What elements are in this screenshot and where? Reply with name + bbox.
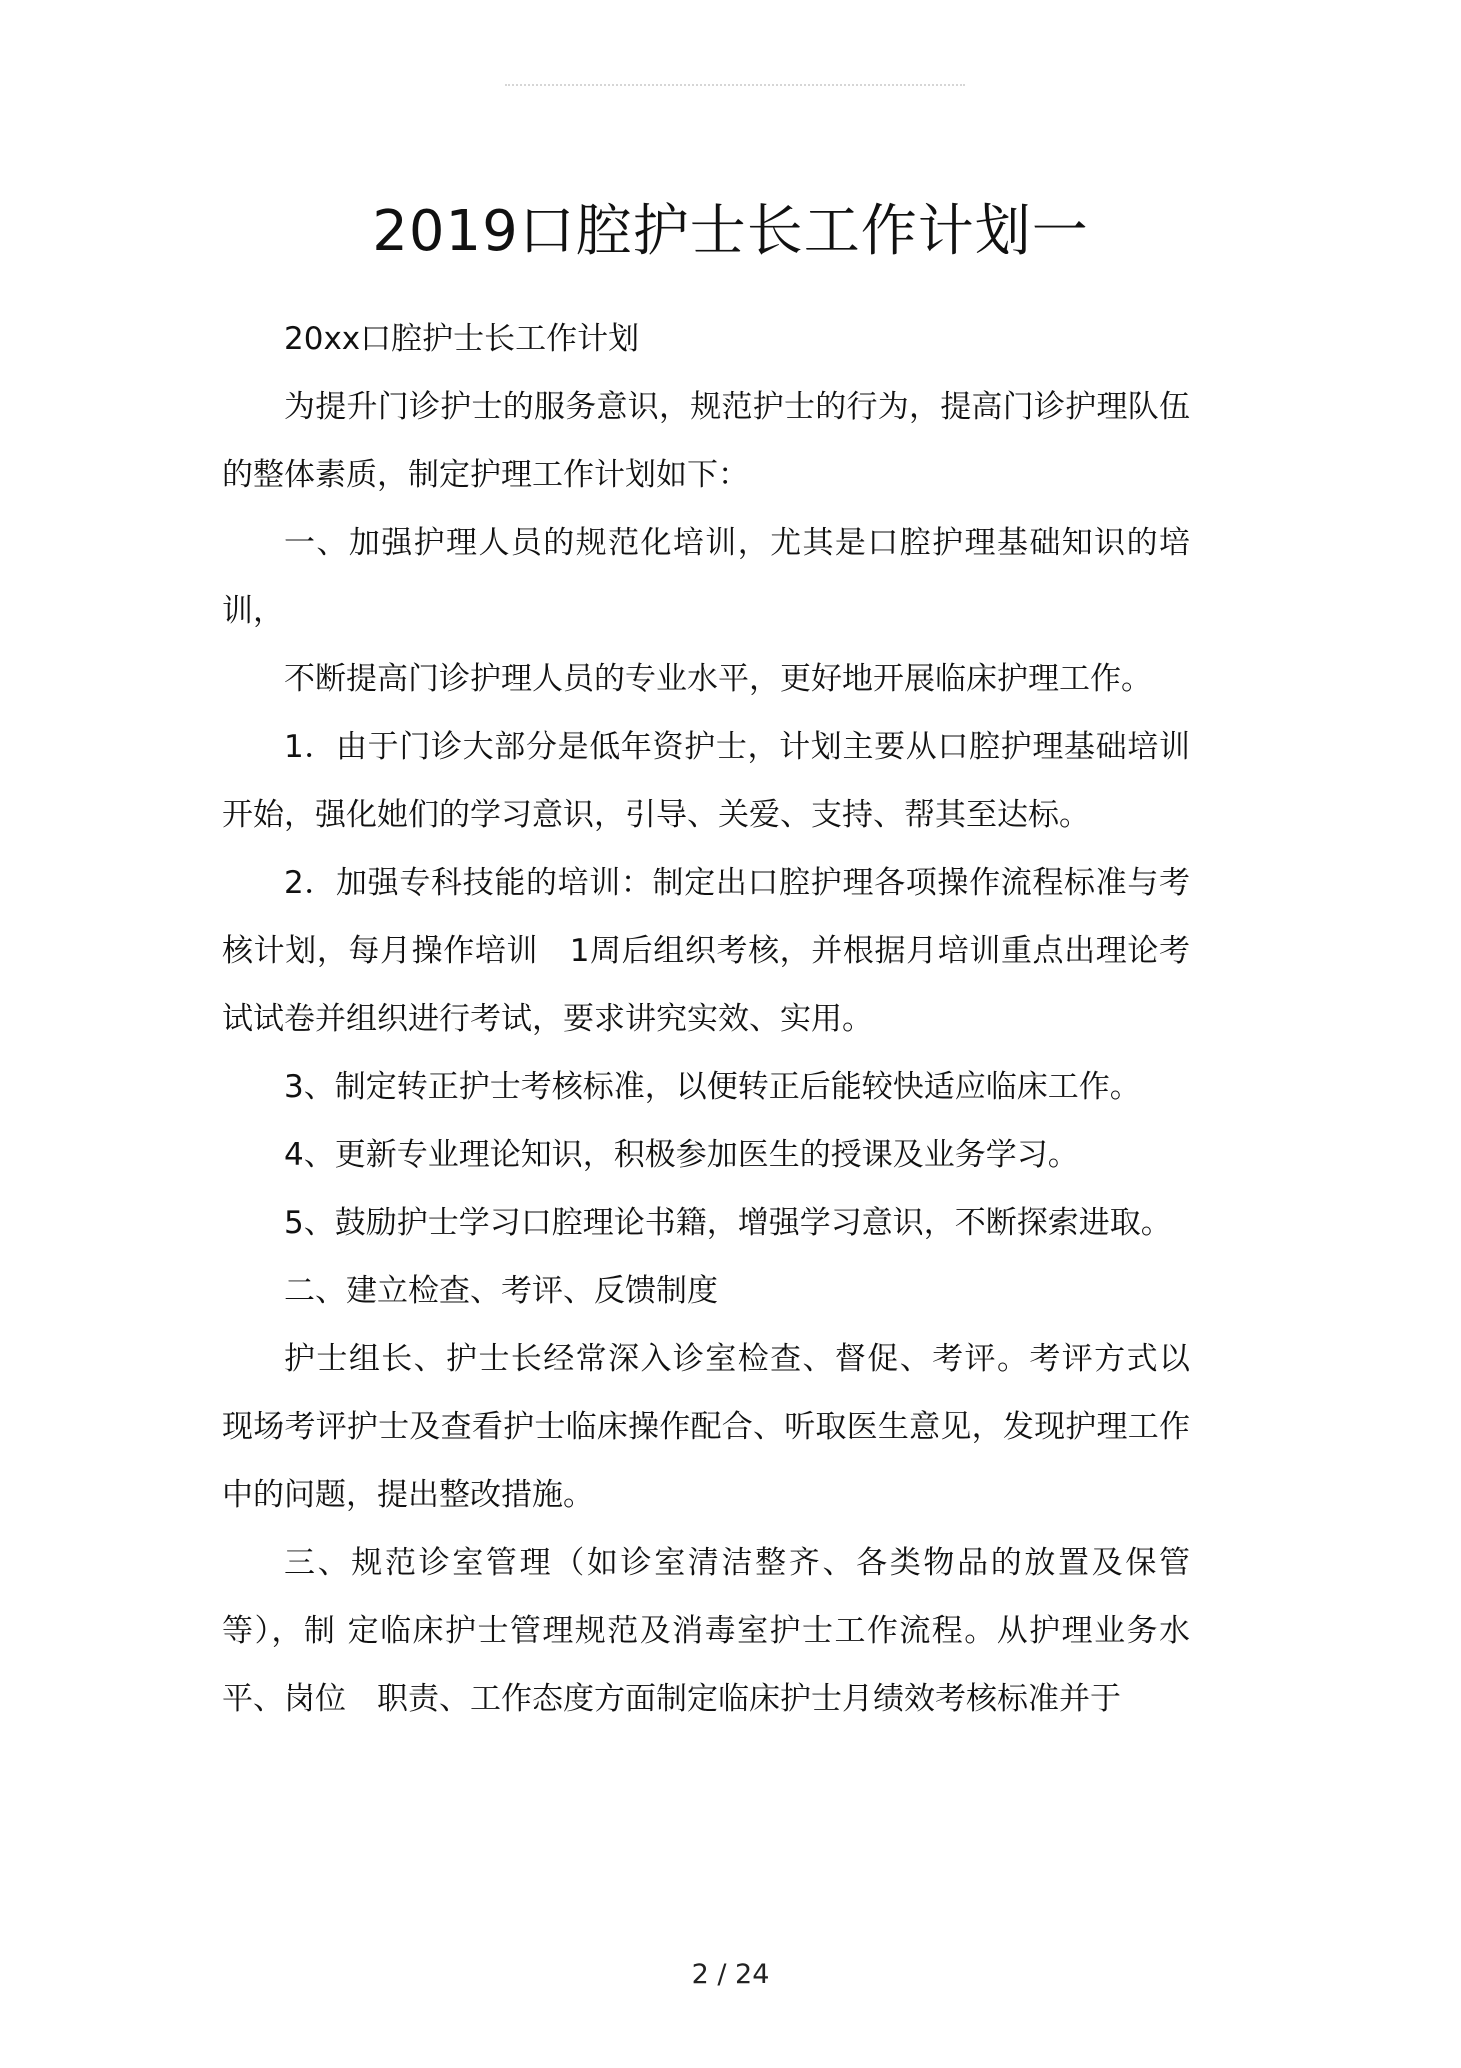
paragraph-item-5: 5、鼓励护士学习口腔理论书籍，增强学习意识，不断探索进取。 bbox=[284, 1205, 1172, 1241]
paragraph-subtitle: 20xx口腔护士长工作计划 bbox=[284, 321, 640, 357]
document-title: 2019口腔护士长工作计划一 bbox=[372, 199, 1089, 264]
page-indicator: 2 / 24 bbox=[691, 1959, 770, 1990]
paragraph-section-3: 三、规范诊室管理（如诊室清洁整齐、各类物品的放置及保管等），制 定临床护士管理规范及消毒室护士工作流程。从护理业务水平、岗位 职责、工作态度方面制定临床护士月绩效考核标准并于 bbox=[222, 1545, 1190, 1717]
paragraph-section-2-body: 护士组长、护士长经常深入诊室检查、督促、考评。考评方式以 现场考评护士及查看护士临床操作配合、听取医生意见，发现护理工作中的问题，提出整改措施。 bbox=[222, 1341, 1190, 1513]
paragraph-item-3: 3、制定转正护士考核标准，以便转正后能较快适应临床工作。 bbox=[284, 1069, 1141, 1105]
document-body bbox=[222, 305, 1190, 1733]
paragraph-item-2: 2．加强专科技能的培训：制定出口腔护理各项操作流程标准与考核计划，每月操作培训 1周后组织考核，并根据月培训重点出理论考试试卷并组织进行考试，要求讲究实效、实用。 bbox=[222, 865, 1190, 1037]
header-dotted-rule bbox=[505, 84, 965, 86]
paragraph-section-1-body: 不断提高门诊护理人员的专业水平，更好地开展临床护理工作。 bbox=[284, 661, 1152, 697]
paragraph-intro: 为提升门诊护士的服务意识，规范护士的行为，提高门诊护理队伍的整体素质，制定护理工作计划如下： bbox=[222, 389, 1190, 493]
paragraph-section-2-heading: 二、建立检查、考评、反馈制度 bbox=[284, 1273, 718, 1309]
paragraph-item-1: 1．由于门诊大部分是低年资护士，计划主要从口腔护理基础培训开始，强化她们的学习意识，引导、关爱、支持、帮其至达标。 bbox=[222, 729, 1190, 833]
paragraph-item-4: 4、更新专业理论知识，积极参加医生的授课及业务学习。 bbox=[284, 1137, 1079, 1173]
paragraph-section-1-heading: 一、加强护理人员的规范化培训，尤其是口腔护理基础知识的培训， bbox=[222, 525, 1190, 629]
